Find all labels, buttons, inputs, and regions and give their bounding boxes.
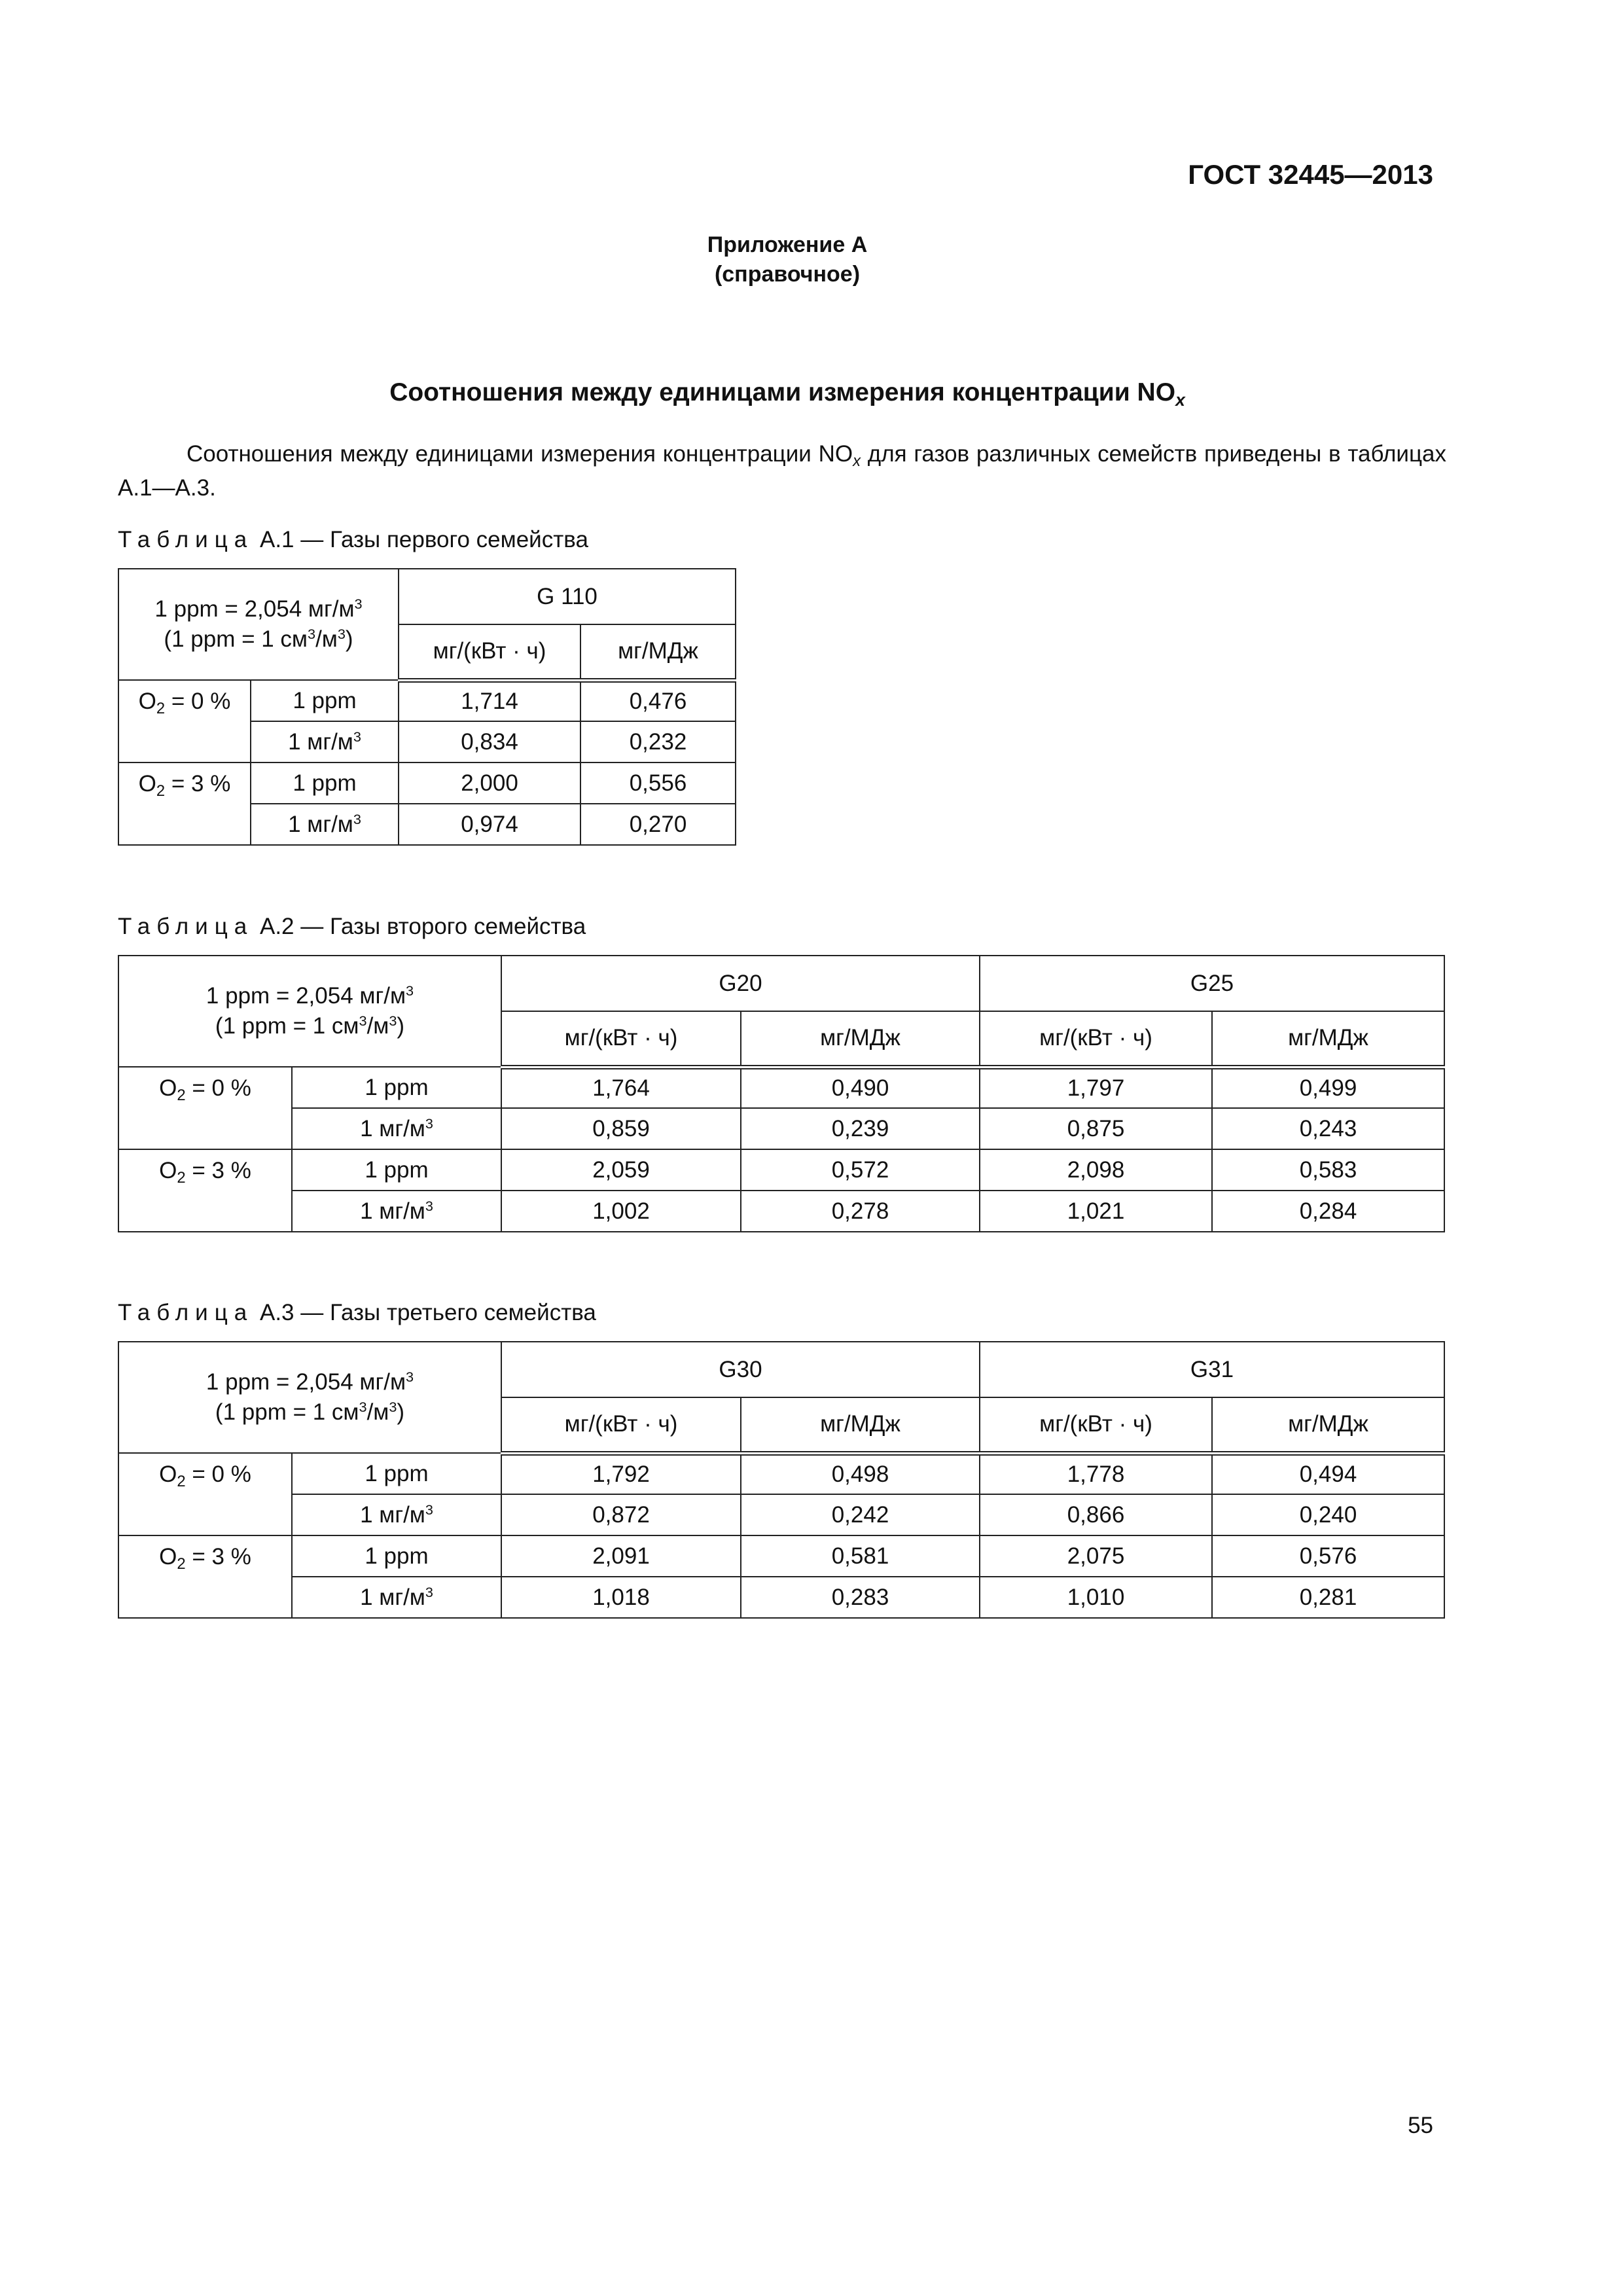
table-cell: 0,576 xyxy=(1212,1535,1444,1577)
table-cell: 0,242 xyxy=(741,1494,980,1535)
table-cell: 1,792 xyxy=(501,1453,741,1494)
table-cell: 0,572 xyxy=(741,1149,980,1191)
table-cell: 0,556 xyxy=(580,762,736,804)
section-title: Соотношения между единицами измерения концентрации $NO_x$ xyxy=(389,378,1185,410)
gas-header: G25 xyxy=(980,956,1444,1011)
table-cell: 1,021 xyxy=(980,1191,1212,1232)
table-row xyxy=(118,1108,1444,1149)
unit-label: 1 ppm xyxy=(292,1149,501,1191)
gas-header: G20 xyxy=(501,956,980,1011)
intro-paragraph: Соотношения между единицами измерения концентрации $NO_x$ для газов различных семейств приведены в таблицах А.1—А.3. xyxy=(118,441,1446,501)
table-cell: 1,778 xyxy=(980,1453,1212,1494)
unit-label: 1 $мг/м^3$ xyxy=(292,1108,501,1149)
table-cell: 0,283 xyxy=(741,1577,980,1618)
page-number: 55 xyxy=(1408,2113,1433,2138)
table-cell: 1,002 xyxy=(501,1191,741,1232)
table-a3-caption: Таблица А.3 — Газы третьего семейства xyxy=(118,1300,596,1325)
table-cell: 0,875 xyxy=(980,1108,1212,1149)
table-cell: 0,834 xyxy=(399,721,580,762)
unit-header: мг/МДж xyxy=(1212,1397,1444,1453)
table-cell: 0,490 xyxy=(741,1067,980,1108)
document-code: ГОСТ 32445—2013 xyxy=(1188,159,1433,190)
table-cell: 2,059 xyxy=(501,1149,741,1191)
table-cell: 0,476 xyxy=(580,680,736,721)
unit-header: мг/(кВт · ч) xyxy=(399,624,580,680)
unit-label: 1 ppm xyxy=(292,1535,501,1577)
gas-header: G31 xyxy=(980,1342,1444,1397)
unit-label: 1 ppm xyxy=(251,680,399,721)
table-cell: 2,000 xyxy=(399,762,580,804)
unit-header: мг/(кВт · ч) xyxy=(980,1397,1212,1453)
o2-label: $O_2 = 0$ % xyxy=(118,680,251,762)
table-cell: 2,075 xyxy=(980,1535,1212,1577)
appendix-subtitle: (справочное) xyxy=(714,262,861,287)
gas-header: G30 xyxy=(501,1342,980,1397)
table-cell: 0,284 xyxy=(1212,1191,1444,1232)
unit-label: 1 ppm xyxy=(251,762,399,804)
table-cell: 0,270 xyxy=(580,804,736,845)
unit-label: 1 $мг/м^3$ xyxy=(292,1191,501,1232)
unit-header: мг/МДж xyxy=(580,624,736,680)
table-row xyxy=(118,762,736,804)
table-cell: 0,974 xyxy=(399,804,580,845)
table-cell: 2,098 xyxy=(980,1149,1212,1191)
table-row xyxy=(118,1453,1444,1494)
unit-label: 1 $мг/м^3$ xyxy=(292,1494,501,1535)
conversion-note: 1 ppm = 2,054 $мг/м^3$ (1 ppm = 1 $см^3/м^3$) xyxy=(118,1342,501,1453)
unit-label: 1 $мг/м^3$ xyxy=(292,1577,501,1618)
table-cell: 1,018 xyxy=(501,1577,741,1618)
table-cell: 0,498 xyxy=(741,1453,980,1494)
table-row xyxy=(118,680,736,721)
table-a3 xyxy=(118,1341,1445,1619)
table-row xyxy=(118,1067,1444,1108)
unit-header: мг/МДж xyxy=(741,1397,980,1453)
table-a1-caption: Таблица А.1 — Газы первого семейства xyxy=(118,527,588,552)
table-cell: 0,581 xyxy=(741,1535,980,1577)
unit-label: 1 $мг/м^3$ xyxy=(251,721,399,762)
o2-label: $O_2 = 3$ % xyxy=(118,1535,292,1618)
unit-label: 1 ppm xyxy=(292,1067,501,1108)
appendix-title: Приложение А xyxy=(707,232,868,257)
unit-header: мг/(кВт · ч) xyxy=(980,1011,1212,1067)
table-a2 xyxy=(118,955,1445,1232)
table-cell: 0,494 xyxy=(1212,1453,1444,1494)
unit-label: 1 ppm xyxy=(292,1453,501,1494)
o2-label: $O_2 = 0$ % xyxy=(118,1453,292,1535)
unit-header: мг/МДж xyxy=(741,1011,980,1067)
unit-header: мг/(кВт · ч) xyxy=(501,1011,741,1067)
table-row xyxy=(118,1535,1444,1577)
o2-label: $O_2 = 0$ % xyxy=(118,1067,292,1149)
table-cell: 0,583 xyxy=(1212,1149,1444,1191)
table-row xyxy=(118,1191,1444,1232)
table-cell: 0,232 xyxy=(580,721,736,762)
table-cell: 0,278 xyxy=(741,1191,980,1232)
table-cell: 0,866 xyxy=(980,1494,1212,1535)
table-a2-caption: Таблица А.2 — Газы второго семейства xyxy=(118,914,586,939)
table-cell: 0,240 xyxy=(1212,1494,1444,1535)
o2-label: $O_2 = 3$ % xyxy=(118,762,251,845)
table-a1 xyxy=(118,568,736,846)
table-cell: 1,797 xyxy=(980,1067,1212,1108)
unit-header: мг/(кВт · ч) xyxy=(501,1397,741,1453)
table-cell: 1,010 xyxy=(980,1577,1212,1618)
table-row xyxy=(118,1494,1444,1535)
conversion-note: 1 ppm = 2,054 $мг/м^3$ (1 ppm = 1 $см^3/м^3$) xyxy=(118,569,399,680)
table-cell: 0,239 xyxy=(741,1108,980,1149)
table-cell: 0,872 xyxy=(501,1494,741,1535)
table-cell: 0,859 xyxy=(501,1108,741,1149)
unit-header: мг/МДж xyxy=(1212,1011,1444,1067)
unit-label: 1 $мг/м^3$ xyxy=(251,804,399,845)
gas-header: G 110 xyxy=(399,569,736,624)
o2-label: $O_2 = 3$ % xyxy=(118,1149,292,1232)
conversion-note: 1 ppm = 2,054 $мг/м^3$ (1 ppm = 1 $см^3/м^3$) xyxy=(118,956,501,1067)
table-cell: 0,281 xyxy=(1212,1577,1444,1618)
table-cell: 1,764 xyxy=(501,1067,741,1108)
table-cell: 0,243 xyxy=(1212,1108,1444,1149)
table-row xyxy=(118,1577,1444,1618)
table-cell: 1,714 xyxy=(399,680,580,721)
table-row xyxy=(118,1149,1444,1191)
table-cell: 2,091 xyxy=(501,1535,741,1577)
table-cell: 0,499 xyxy=(1212,1067,1444,1108)
